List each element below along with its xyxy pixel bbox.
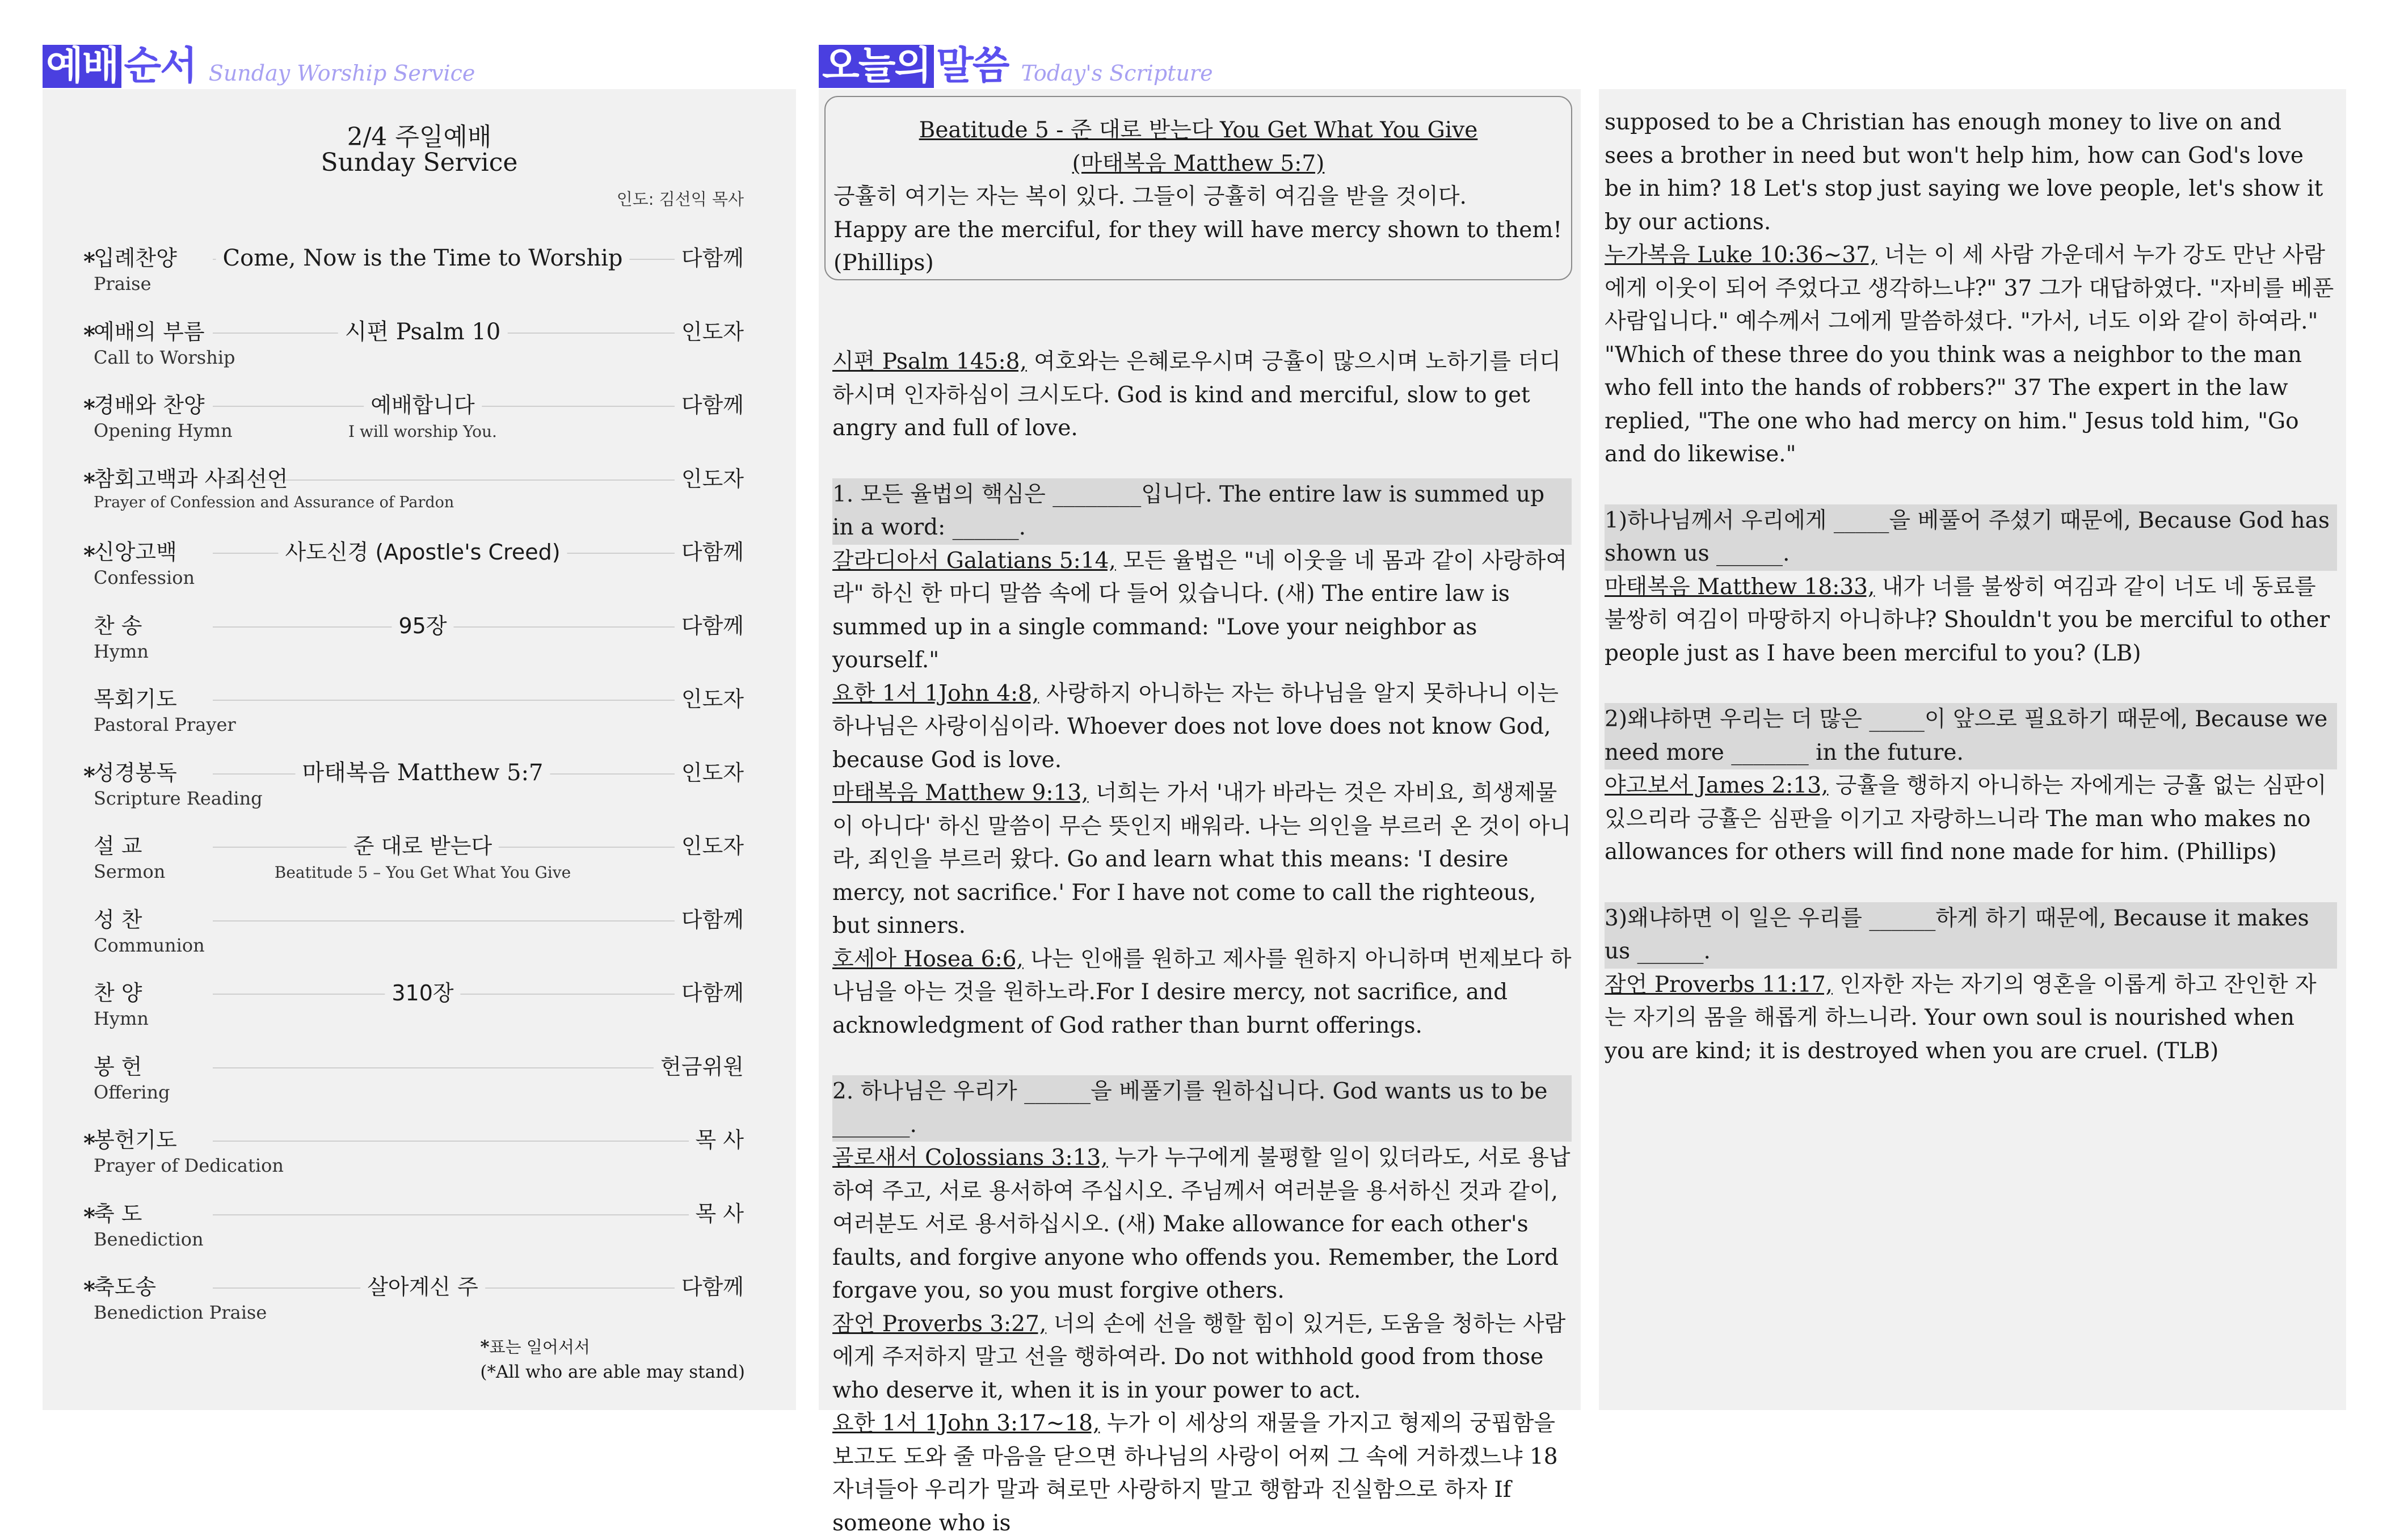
- scripture-panel: [819, 89, 1581, 1536]
- order-item: [43, 978, 796, 1052]
- item-name-ko: 예배의 부름: [94, 319, 205, 344]
- item-name-en: Offering: [94, 1081, 170, 1103]
- item-name-ko: 신앙고백: [94, 540, 177, 565]
- verse-text: 나는 인애를 원하고 제사를 원하지 아니하며 번제보다 하나님을 아는 것을 원하노라.For I desire mercy, not sacrifice, and acknowledgment of God rather than burnt offerings.: [832, 946, 1572, 1038]
- 1john3-passage: [832, 1407, 1572, 1540]
- item-name-en: Opening Hymn: [94, 420, 233, 441]
- leader-line: [213, 1214, 694, 1215]
- psalm-passage: [832, 346, 1572, 445]
- stand-marker: *: [83, 395, 95, 422]
- 1john-passage: [832, 678, 1572, 777]
- service-leader: 인도: 김선익 목사: [616, 190, 744, 209]
- verse-text: 너는 이 세 사람 가운데서 누가 강도 만난 사람에게 이웃이 되어 주었다고 생각하느냐?" 37 그가 대답하였다. "자비를 베푼 사람입니다." 예수께서 그에게 말씀하셨다. "가서, 너도 이와 같이 하여라.": [1605, 242, 2334, 334]
- item-name-ko: 목회기도: [94, 687, 177, 712]
- stand-marker: *: [83, 1277, 95, 1303]
- order-item: [43, 243, 796, 317]
- item-responsible: 헌금위원: [654, 1052, 744, 1082]
- note-en: (*All who are able may stand): [480, 1362, 745, 1382]
- item-detail-sub: Beatitude 5 – You Get What You Give: [274, 863, 571, 882]
- point-1-question: 1. 모든 율법의 핵심은 ________입니다. The entire law is summed up in a word: ______.: [832, 478, 1572, 545]
- item-responsible: 다함께: [675, 905, 744, 935]
- heading-plain-text: 순서: [124, 44, 196, 89]
- heading-box-text: 오늘의: [819, 45, 934, 88]
- item-responsible: 다함께: [675, 978, 744, 1008]
- verse-text: 여호와는 은혜로우시며 긍휼이 많으시며 노하기를 더디 하시며 인자하심이 크시도다. God is kind and merciful, slow to get angry and full of love.: [832, 349, 1561, 441]
- item-responsible: 인도자: [675, 464, 744, 494]
- verse-text: 누가 이 세상의 재물을 가지고 형제의 궁핍함을 보고도 도와 줄 마음을 닫으면 하나님의 사랑이 어찌 그 속에 거하겠느냐 18 자녀들아 우리가 말과 혀로만 사랑하지 말고 행함과 진실함으로 하자 If someone who is: [832, 1411, 1558, 1536]
- stand-marker: *: [83, 1203, 95, 1230]
- verse-ref: 마태복음 Matthew 9:13,: [832, 780, 1089, 806]
- order-item: [43, 758, 796, 832]
- item-detail: 사도신경 (Apostle's Creed): [278, 537, 567, 567]
- item-name-en: Praise: [94, 273, 151, 294]
- sermon-title: Beatitude 5 - 준 대로 받는다 You Get What You Give: [919, 117, 1478, 143]
- item-name-ko: 축 도: [94, 1201, 142, 1226]
- service-title-en: Sunday Service: [321, 148, 518, 177]
- item-name-en: Communion: [94, 934, 205, 956]
- item-detail: Come, Now is the Time to Worship: [216, 243, 630, 273]
- service-title-ko: 2/4 주일예배: [347, 123, 492, 152]
- stand-marker: *: [83, 248, 95, 275]
- verse-text: 모든 율법은 "네 이웃을 네 몸과 같이 사랑하여라" 하신 한 마디 말씀 속에 다 들어 있습니다. (새) The entire law is summed up in a single command: "Love your neighbor as yourself.": [832, 548, 1568, 673]
- item-name-en: Scripture Reading: [94, 787, 263, 809]
- item-name-en: Pastoral Prayer: [94, 714, 236, 735]
- order-item: [43, 611, 796, 685]
- item-name-ko: 경배와 찬양: [94, 393, 205, 418]
- item-detail: 95장: [391, 611, 453, 641]
- item-responsible: 다함께: [675, 537, 744, 567]
- order-item: [43, 1052, 796, 1126]
- item-name-en: Benediction Praise: [94, 1302, 267, 1323]
- order-item: [43, 905, 796, 979]
- item-name-ko: 봉 헌: [94, 1054, 142, 1079]
- verse-text: 누가 누구에게 불평할 일이 있더라도, 서로 용납하여 주고, 서로 용서하여 주십시오. 주님께서 여러분을 용서하신 것과 같이, 여러분도 서로 용서하십시오. (새) Make allowance for each other's faults, and forgive anyone who offends you. Remember, the Lord forgave you, so you must forgive others.: [832, 1145, 1571, 1303]
- verse-ref: 마태복음 Matthew 18:33,: [1605, 574, 1875, 600]
- luke-passage-en: "Which of these three do you think was a neighbor to the man who fell into the hands of robbers?" 37 The expert in the law replied, "The one who had mercy on him." Jesus told him, "Go and do likewise.": [1605, 342, 2302, 467]
- leader-line: [213, 1067, 694, 1068]
- heading-subtitle: Today's Scripture: [1021, 61, 1213, 86]
- sub-point-3-question: 3)왜냐하면 이 일은 우리를 ______하게 하기 때문에, Because it makes us ______.: [1605, 902, 2337, 969]
- item-name-en: Sermon: [94, 861, 166, 882]
- proverbs-passage: [832, 1308, 1572, 1408]
- item-name-en: Confession: [94, 567, 195, 588]
- item-responsible: 다함께: [675, 390, 744, 420]
- verse-ref: 야고보서 James 2:13,: [1605, 773, 1829, 798]
- order-item: [43, 1199, 796, 1273]
- colossians-passage: [832, 1142, 1572, 1308]
- verse-ref: 시편 Psalm 145:8,: [832, 349, 1027, 375]
- item-responsible: 인도자: [675, 831, 744, 861]
- item-responsible: 인도자: [675, 684, 744, 714]
- sub-point-1-question: 1)하나님께서 우리에게 _____을 베풀어 주셨기 때문에, Because God has shown us ______.: [1605, 504, 2337, 571]
- stand-marker: *: [83, 1130, 95, 1156]
- leader-line: [213, 700, 694, 701]
- item-name-ko: 설 교: [94, 834, 142, 859]
- order-item: [43, 1125, 796, 1199]
- verse-text: 내가 너를 불쌍히 여김과 같이 너도 네 동료를 불쌍히 여김이 마땅하지 아니하냐? Shouldn't you be merciful to other people just as I have been merciful to you? (LB): [1605, 574, 2330, 666]
- verse-ref: 누가복음 Luke 10:36~37,: [1605, 242, 1877, 268]
- scripture-heading: [819, 40, 1213, 88]
- item-name-en: Benediction: [94, 1228, 204, 1250]
- order-item: [43, 317, 796, 391]
- order-item: [43, 684, 796, 758]
- order-item: [43, 390, 796, 464]
- proverbs11-passage: [1605, 969, 2337, 1068]
- verse-ref: 잠언 Proverbs 11:17,: [1605, 971, 1833, 998]
- item-name-en: Call to Worship: [94, 346, 235, 368]
- verse-ref: 골로새서 Colossians 3:13,: [832, 1145, 1108, 1171]
- matthew-passage: [832, 777, 1572, 943]
- note-ko: 표는 일어서서: [489, 1337, 590, 1357]
- item-name-en: Prayer of Dedication: [94, 1155, 284, 1176]
- stand-marker: *: [83, 468, 95, 495]
- item-detail: 310장: [385, 978, 460, 1008]
- matthew18-passage: [1605, 571, 2337, 671]
- verse-text: 사랑하지 아니하는 자는 하나님을 알지 못하나니 이는 하나님은 사랑이심이라. Whoever does not love does not know God, because God is love.: [832, 680, 1559, 773]
- item-responsible: 다함께: [675, 1272, 744, 1302]
- scripture-panel-continued: [1599, 89, 2346, 1410]
- item-name-ko: 찬 양: [94, 981, 142, 1005]
- heading-subtitle: Sunday Worship Service: [208, 61, 475, 86]
- item-name-ko: 찬 송: [94, 613, 142, 638]
- key-verse-box: [824, 96, 1572, 280]
- order-item: [43, 831, 796, 905]
- item-responsible: 다함께: [675, 243, 744, 273]
- key-verse-en: Happy are the merciful, for they will have mercy shown to them! (Phillips): [833, 217, 1562, 276]
- stand-marker: *: [83, 542, 95, 569]
- sub-point-2-question: 2)왜냐하면 우리는 더 많은 _____이 앞으로 필요하기 때문에, Because we need more _______ in the future.: [1605, 703, 2337, 769]
- verse-ref: 잠언 Proverbs 3:27,: [832, 1311, 1047, 1337]
- item-responsible: 목 사: [689, 1199, 744, 1228]
- worship-order-panel: [43, 89, 796, 1410]
- order-item: [43, 464, 796, 538]
- luke-passage: [1605, 239, 2337, 339]
- item-name-en: Hymn: [94, 640, 149, 662]
- note-star: *: [480, 1337, 490, 1357]
- item-responsible: 인도자: [675, 317, 744, 347]
- verse-ref: 요한 1서 1John 4:8,: [832, 680, 1039, 706]
- item-name-en: Prayer of Confession and Assurance of Pardon: [94, 493, 454, 511]
- item-name-ko: 입례찬양: [94, 246, 177, 271]
- item-name-ko: 성 찬: [94, 907, 142, 932]
- item-name-en: Hymn: [94, 1008, 149, 1029]
- order-item: [43, 537, 796, 611]
- hosea-passage: [832, 943, 1572, 1043]
- item-name-ko: 성경봉독: [94, 760, 177, 785]
- worship-order-heading: [43, 40, 475, 88]
- scripture-body: [832, 346, 1572, 1540]
- item-name-ko: 봉헌기도: [94, 1127, 177, 1152]
- item-name-ko: 참회고백과 사죄선언: [94, 466, 288, 491]
- james-passage: [1605, 769, 2337, 869]
- verse-text: 너희는 가서 '내가 바라는 것은 자비요, 희생제물이 아니다' 하신 말씀이 무슨 뜻인지 배워라. 나는 의인을 부르러 온 것이 아니라, 죄인을 부르러 왔다. Go and learn what this means: 'I desire mercy, not sacrifice.' For I have not come to call the righteous, but sinners.: [832, 780, 1572, 939]
- item-detail: 준 대로 받는다: [347, 831, 499, 861]
- scripture-body-continued: [1605, 106, 2337, 1068]
- stand-marker: *: [83, 321, 95, 348]
- 1john3-continued: supposed to be a Christian has enough money to live on and sees a brother in need but won't help him, how can God's love be in him? 18 Let's stop just saying we love people, let's show it by our actions.: [1605, 110, 2323, 235]
- heading-box-text: 예배: [43, 45, 121, 88]
- verse-text: 너의 손에 선을 행할 힘이 있거든, 도움을 청하는 사람에게 주저하지 말고 선을 행하여라. Do not withhold good from those who deserve it, when it is in your power to act.: [832, 1311, 1566, 1403]
- heading-plain-text: 말씀: [936, 44, 1009, 89]
- standing-note: [480, 1335, 745, 1385]
- verse-ref: 호세아 Hosea 6:6,: [832, 946, 1024, 972]
- galatians-passage: [832, 545, 1572, 678]
- item-responsible: 다함께: [675, 611, 744, 641]
- verse-text: 인자한 자는 자기의 영혼을 이롭게 하고 잔인한 자는 자기의 몸을 해롭게 하느니라. Your own soul is nourished when you are kind; it is destroyed when you are cruel. (TLB): [1605, 971, 2317, 1064]
- verse-ref: 갈라디아서 Galatians 5:14,: [832, 548, 1116, 574]
- item-responsible: 인도자: [675, 758, 744, 788]
- item-detail: 살아계신 주: [360, 1272, 485, 1302]
- item-detail: 마태복음 Matthew 5:7: [296, 758, 550, 788]
- stand-marker: *: [83, 762, 95, 789]
- item-detail-sub: I will worship You.: [348, 422, 497, 441]
- key-verse-ko: 긍휼히 여기는 자는 복이 있다. 그들이 긍휼히 여김을 받을 것이다.: [833, 184, 1467, 209]
- item-detail: 시편 Psalm 10: [338, 317, 508, 347]
- item-detail: 예배합니다: [364, 390, 482, 420]
- item-responsible: 목 사: [689, 1125, 744, 1155]
- leader-line: [213, 920, 694, 922]
- point-2-question: 2. 하나님은 우리가 ______을 베풀기를 원하십니다. God wants us to be _______.: [832, 1075, 1572, 1142]
- verse-text: 긍휼을 행하지 아니하는 자에게는 긍휼 없는 심판이 있으리라 긍휼은 심판을 이기고 자랑하느니라 The man who makes no allowances for others will find none made for him. (Phillips): [1605, 773, 2327, 865]
- sermon-reference: (마태복음 Matthew 5:7): [1072, 150, 1325, 176]
- item-name-ko: 축도송: [94, 1274, 157, 1299]
- leader-line: [213, 1141, 694, 1142]
- verse-ref: 요한 1서 1John 3:17~18,: [832, 1411, 1100, 1436]
